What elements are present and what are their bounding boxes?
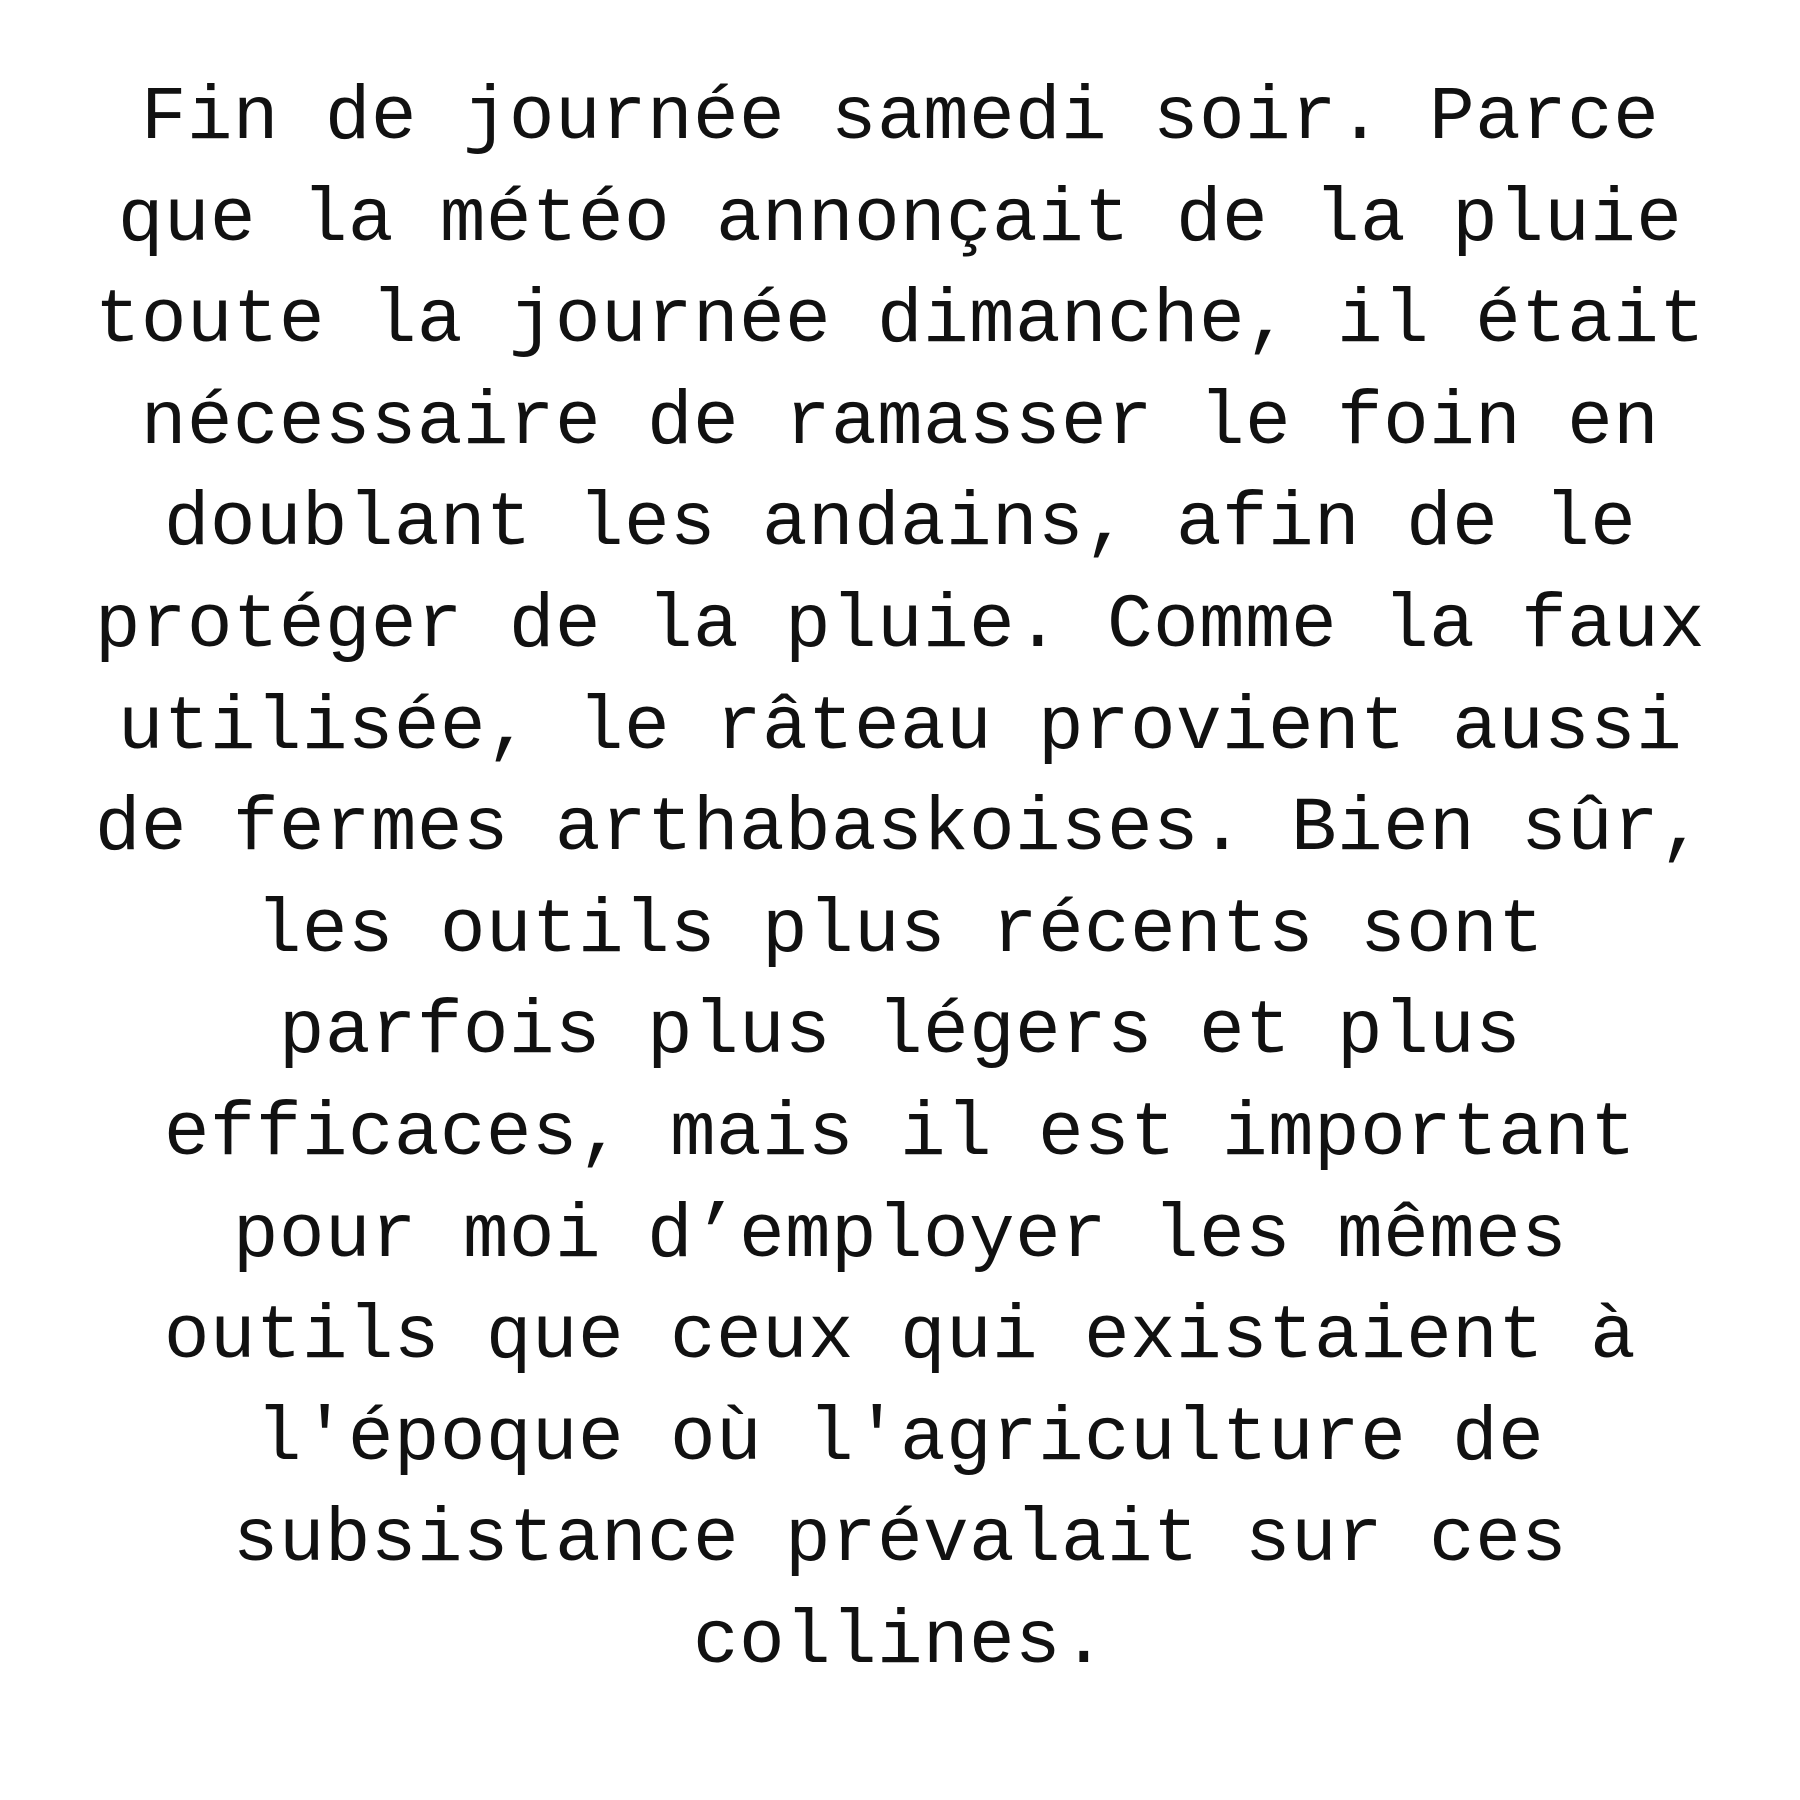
text-line-12: pour moi d’employer les mêmes — [232, 1192, 1568, 1279]
text-line-10: parfois plus légers et plus — [278, 989, 1522, 1076]
text-line-14: l'époque où l'agriculture de — [255, 1395, 1545, 1482]
text-line-16: collines. — [692, 1598, 1108, 1685]
text-line-1: Fin de journée samedi soir. Parce — [140, 75, 1660, 161]
text-line-11: efficaces, mais il est important — [163, 1090, 1637, 1177]
text-line-6: protéger de la pluie. Comme la faux — [94, 582, 1706, 669]
text-line-4: nécessaire de ramasser le foin en — [140, 379, 1660, 466]
text-line-8: de fermes arthabaskoises. Bien sûr, — [94, 786, 1706, 873]
text-line-3: toute la journée dimanche, il était — [94, 278, 1706, 365]
text-line-9: les outils plus récents sont — [255, 887, 1545, 974]
text-line-15: subsistance prévalait sur ces — [232, 1497, 1568, 1584]
paragraph — [0, 68, 1800, 1694]
text-line-7: utilisée, le râteau provient aussi — [117, 684, 1683, 771]
text-line-13: outils que ceux qui existaient à — [163, 1294, 1637, 1381]
text-line-5: doublant les andains, afin de le — [163, 481, 1637, 568]
text-line-2: que la météo annonçait de la pluie — [117, 176, 1683, 263]
